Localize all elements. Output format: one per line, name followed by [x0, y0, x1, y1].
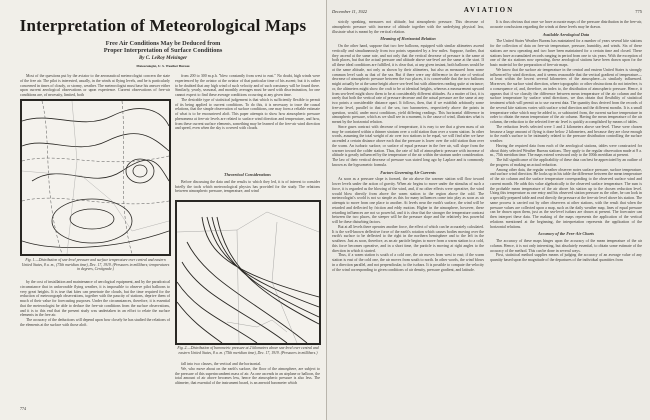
paragraph: As soon as a pressure slope is formed, the air above the warmer station will flow toward lower levels under the action of gravity. When air begins to move under the stimulus of such a force, it is regarded as the blowing of the wind, and, if no other effects were operative, the wind would blow directly from above the warm station to the region above the cold. The meteorologist's world is not so simple as this for many influences come into play as soon as air attempts to move from one place to another. At levels near the earth's surface, the wind will be retarded and deflected by friction and eddy motion. Higher in the atmosphere, however, these retarding influences are not so powerful, and it is clear that the stronger the temperature contrast between the two places, the steeper will be the pressure slope and the relatively less powerful will be these disturbing factors.: [332, 177, 484, 224]
section-heading: Factors Governing Air Currents: [380, 169, 436, 175]
paragraph: It is thus obvious that once we have accurate maps of the pressure distribution in the free-air, accurate conclusions regarding the winds at these levels may be drawn.: [490, 20, 642, 29]
right-column-bottom-text: [175, 362, 320, 402]
paragraph: Since gases contract with decrease of temperature, it is easy to see that a given mass of air may be contained within a thinner stratum over a cold station than over a warm station. In other words, assuming the total weight of air over two stations to be equal, we will find after we have ascended a certain distance above each that the pressure is lower over the cold station than over the warm. An isobaric surface, or surface of equal pressure in the free air, will slope from the warmer toward the colder station. Thus, the rate of fall of atmospheric pressure with increase of altitude is greatly influenced by the temperature of the air within the stratum under consideration. The law of their vertical decrease of pressure was stated long ago by Laplace and is commonly known as the hypsometric formula.: [332, 124, 484, 167]
paragraph: The accuracy of these maps hinges upon the accuracy of the mean temperature of the air column. Hence, it is not only interesting, but absolutely essential, to obtain some estimate of the accuracy of the method. This can be done in several ways.: [490, 239, 642, 253]
barometric-pressure-2km-map: [177, 202, 319, 343]
figure-2-map: [175, 200, 321, 345]
theoretical-section: [175, 170, 320, 200]
paragraph: by the cost of installation and maintenance of aerological equipment, and by the paradoxical circumstance that in unfavorable flying weather, it is impossible to observe pilot balloons to very great heights. It is true that kites can penetrate the clouds, but the time required for the reduction of meteorograph observations, together with the paucity of stations, deprive them of much of their value for forecasting purposes. Under the circumstances, therefore, it is essential that the meteorologist be able to deduce the free-air conditions from the surface observations, and it is to this end that the present study was undertaken in an effort to relate the surface elements in the free air.: [20, 280, 170, 318]
paragraph: The accuracy of the deductions will depend upon how closely he has studied the relations of the elements at the surface with those aloft.: [20, 318, 170, 327]
paragraph: First, statistical method supplies means of judging the accuracy of an average value of any quantity based upon the magnitude of the departures of the individual quantities from: [490, 253, 642, 262]
paragraph: from 200 to 300 m.p.h. "blew constantly from west to east." No doubt, high winds were experienced by the aviator at the aviator of that particular time of his ascent; but it is rather to be doubted that any high wind of such velocity and of such constancy will be found there. Similarly, yearly, seasonal, and monthly averages must be used with discrimination, for one cannot expect to find these average conditions occurring at any given time.: [175, 74, 320, 97]
byline: By C. LeRoy Meisinger: [138, 56, 188, 61]
left-column-top-text: [20, 74, 170, 98]
author-affiliation: Meteorologist, U. S. Weather Bureau: [136, 64, 190, 68]
section-heading: Available Aerological Data: [542, 31, 590, 37]
paragraph: The United States Weather Bureau has maintained for a number of years several kite stations for the collection of data on free-air temperature, pressure, humidity, and winds. Six of these stations are now operating and two have been maintained for a certain time and closed. These stations have accumulated records ranging in period from one to six years. With the exception of one of the six stations now operating, these aerological stations have been drawn upon for the basic material for the preparation of free-air maps.: [490, 39, 642, 67]
figure-2-caption: Fig. 2.—Distribution of barometric pressure at 2 kilometers above sea-level over central and eastern United States, 8 a. m. (75th meridian time), Dec. 17, 1919. (Pressures in millibars.): [177, 346, 319, 355]
magazine-name: AVIATION: [463, 6, 515, 14]
paragraph: Thus, if a warm station is south of a cold one, the air moves from west to east; if the warm station is east of the cold one, the air moves from south to north. In other words, the wind blows in a direction parallel, and not perpendicular, to the isobars. It is possible to compute the velocity of the wind corresponding to given conditions of air density, pressure gradient, and latitude.: [332, 253, 484, 272]
section-heading: Meaning of Horizontal Relation: [380, 36, 436, 42]
paragraph: The full significance of the applicability of these data can best be appreciated by an outline of the progress of making an actual reduction.: [490, 158, 642, 167]
subtitle-line-2: Proper Interpretation of Surface Conditions: [103, 47, 223, 54]
paragraph: The desirable type of statistical judgement is that which is sufficiently flexible to permit of its being applied to current conditions. To do this, it is necessary to trace the causal relations, that the simple observation of surface conditions, one may form a reliable estimate of what is to be encountered aloft. This paper attempts to show how atmospheric pressure phenomena at free-air levels are related to surface wind direction and temperature, and how, from these current surface elements, something may be learned of the free-air wind direction and speed, even when the sky is covered with clouds.: [175, 97, 320, 131]
right-page-column-1: [332, 20, 484, 415]
paragraph: The reduction levels selected were 1 and 2 kilometers above sea-level. These were chosen because a large amount of flying is done below 2 kilometers, and because they are close enough to the earth's surface to be intimately related to the pressure distribution controlling the surface weather.: [490, 124, 642, 143]
paragraph: strictly speaking, measures not altitude, but atmospheric pressure. This decrease of atmospheric pressure with increase of altitude together with the underlying physical law, illustrate what is meant by the vertical relation.: [332, 20, 484, 34]
article-title: Interpretation of Meteorological Maps: [19, 16, 307, 35]
left-column-bottom-text: [20, 280, 170, 400]
issue-date: December 11, 1922: [332, 9, 368, 14]
right-column-top-text: [175, 74, 320, 170]
page-number-right: 775: [635, 9, 642, 14]
section-heading-theoretical: Theoretical Considerations: [224, 172, 271, 177]
page-number-left: 774: [20, 406, 26, 411]
paragraph: But at all levels there operates another force, the effect of which can be accurately calculated. It is the well-known deflective force of the earth's rotation which causes bodies moving over the earth's surface to be deflected to the right in the northern hemisphere and to the left in the southern. Just as soon, therefore, as an air particle begins to move from a warm station to a cold, this force becomes operative, and in a short time, the particle is moving at right angles to the direction in which it started.: [332, 224, 484, 253]
paragraph: fall into two classes, the vertical and the horizontal.: [181, 362, 262, 366]
paragraph: Having the required data from each of the aerological stations, tables were constructed for about thirty selected Weather Bureau stations. They apply to the regular observation made at 8 a. m., 75th meridian time. The maps extend westward only to the 100th meridian at present.: [490, 143, 642, 158]
section-heading: Accuracy of the Free-Air Charts: [537, 231, 595, 237]
sea-level-pressure-map: [22, 101, 169, 254]
paragraph: We know that the surface air temperature in the central and eastern United States is strongly influenced by wind direction, and it seems reasonable that the vertical gradient of temperature—at least within the lowest several kilometers of the atmosphere—is similarly influenced. Moreover, the surface wind direction, where topographic or other obstructions do not interfere, is a consequence of, and, therefore, an index to, the distribution of atmospheric pressure. Hence, it appears that if we classify the difference between mean temperature of the air column and the surface temperature by surface wind directions, we thus obtain that flexibility of statistical treatment which will permit us to use current data. The quantity thus derived from the records of the several kite stations varies with surface wind direction and the different months. It is a small temperature value which may be added to, or subtracted from, the current surface temperature in order to obtain the mean temperature of the air column. Having the mean temperature of the air column, the reduction to the selected free-air level is quickly accomplished by means of tables.: [490, 67, 642, 124]
paragraph: Among other data, the regular weather observer notes surface pressure, surface temperature, and surface wind direction. He looks up in his table the difference between the mean temperature of the air column and the surface temperature corresponding to the observed surface wind and current month. He adds this value algebraically to the observed surface temperature. The sum is the probable mean temperature of the air above his station up to the chosen reduction level. Using this temperature as one entry and his observed station pressure as the other, he can look in a specially prepared table and read directly the pressure at the free-air level above his station. The same process is carried out by other observers at other stations, with the result that when the pressure values are collected upon a map, such as the daily weather map, lines of equal pressure can be drawn upon them, just as the sea-level isobars are drawn at present. The forecaster can then interpret these data. The making of the maps represents the application of the vertical relations mentioned at the beginning, the interpretation represents the application of the horizontal relations.: [490, 167, 642, 229]
figure-1-caption: Fig. 1.—Distribution of sea-level pressure and surface temperature over central and eastern United States, 8 a. m., (75th meridian time), Dec. 17, 1919. (Pressures in millibars; temperatures in degrees, Centigrade.): [21, 258, 170, 272]
right-page: [326, 0, 650, 420]
paragraph: Most of the questions put by the aviator to the aeronautical meteorologist concern the state of the free air. The pilot is interested, usually, in the winds at flying levels, and he is particularly concerned in times of cloudy, or stormy, weather. The meteorologist must base his answer either upon current aerological observations or upon experience. Current observations of free-air conditions are, of necessity, limited, both: [20, 74, 170, 97]
paragraph: We, who move about on the earth's surface, the floor of the atmosphere, are subject to the pressure of this superincumbent mass of air. As one ascends in an airplane or balloon, the total amount of air above becomes less, hence the atmospheric pressure is also less. The altimeter, that essential of the instrument board, is an aneroid barometer which: [175, 366, 320, 385]
subtitle-line-1: Free Air Conditions May be Deduced from: [105, 40, 221, 47]
figure-1-map: [20, 99, 171, 256]
right-page-column-2: [490, 20, 642, 415]
paragraph: On the other hand, suppose that two free balloons, equipped with similar altimeters ascend vertically and simultaneously from two points separated by a few miles. Suppose, further, that they ascend at the same rate, and not only that the vertical decrease of pressure is the same at both places, but that the actual pressure and altitude above sea-level are the same at the start. If all these ideal conditions are fulfilled, it is clear that, at any given instant, both balloons would be at the same altitude, not only as shown by their altimeters, but also as measured from some common level such as that of the sea. But if there were any difference in the rate of vertical decrease of atmospheric pressure between the two places, it is conceivable that the two balloons might actually be at the same height above sea-level but with altimeters reading quite at variance; or, the altimeters might show the craft to be at identical heights, whereas a measurement upward from sea-level might show them to be at considerably different altitudes. As a matter of fact, it is rarely that both the vertical rate of pressure decrease and the actual pressure are the same at any two points a considerable distance apart. It follows, then, that if we establish arbitrarily some free-air level, parallel to that of the sea, two barometers, respectively above the points in question, would, under most conditions, yield differing readings. This horizontal difference in atmospheric pressure, which as we shall see in a moment, is the cause of wind, illustrates what is meant by the horizontal relation.: [332, 44, 484, 124]
paragraph: Before discussing the data and the results to which they led, it is of interest to consider briefly the tools which meteorological physics has provided for the study. The relations between atmospheric pressure, temperature, and wind: [175, 179, 320, 194]
